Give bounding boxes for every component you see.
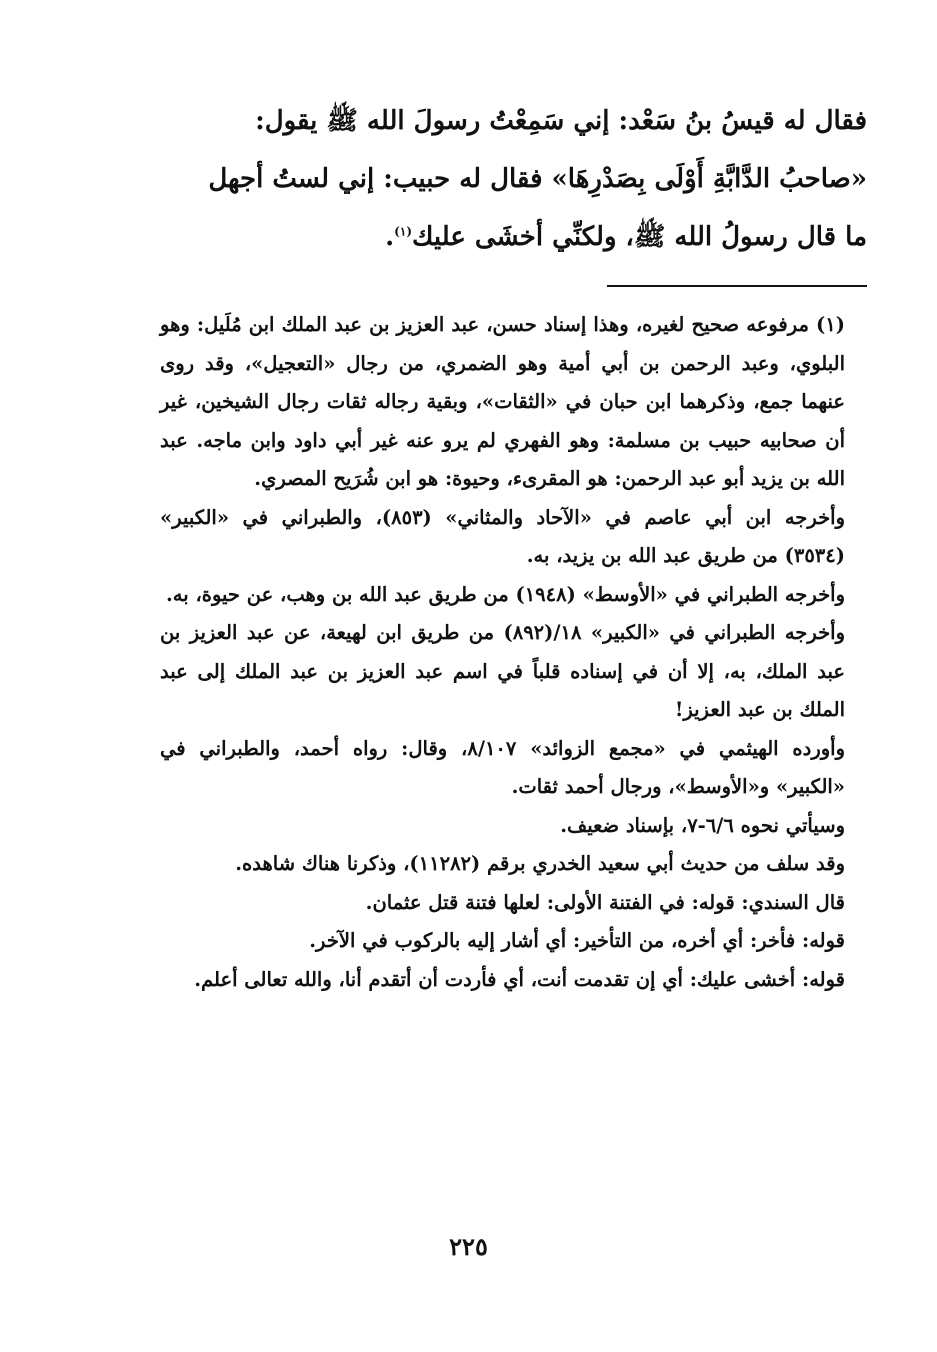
footnote-paragraph: قوله: أخشى عليك: أي إن تقدمت أنت، أي فأردت أن أتقدم أنا، والله تعالى أعلم. (194, 967, 845, 991)
footnote-paragraph: وأورده الهيثمي في «مجمع الزوائد» ٨/١٠٧، وقال: رواه أحمد، والطبراني في «الكبير» و«الأوسط»، ورجال أحمد ثقات. (160, 736, 845, 798)
main-line: «صاحبُ الدَّابَّةِ أَوْلَى بِصَدْرِهَا» فقال له حبيب: إني لستُ أجهل (208, 164, 867, 194)
main-text (160, 92, 867, 266)
footnotes (160, 306, 867, 999)
main-line-text: ما قال رسولُ الله ﷺ، ولكنِّي أخشَى عليك (412, 222, 867, 252)
footnote-separator (607, 285, 867, 287)
footnote-paragraph: وأخرجه الطبراني في «الأوسط» (١٩٤٨) من طريق عبد الله بن وهب، عن حيوة، به. (166, 582, 845, 606)
page-number: ٢٢٥ (449, 1232, 488, 1261)
main-line: فقال له قيسُ بنُ سَعْد: إني سَمِعْتُ رسولَ الله ﷺ يقول: (255, 106, 867, 136)
footnote-paragraph: قال السندي: قوله: في الفتنة الأولى: لعلها فتنة قتل عثمان. (365, 890, 845, 914)
footnote-reference[interactable]: (١) (394, 224, 412, 239)
footnote-paragraph: وقد سلف من حديث أبي سعيد الخدري برقم (١١٢٨٢)، وذكرنا هناك شاهده. (235, 852, 845, 875)
main-line-end: . (385, 222, 395, 252)
footnote-paragraph: وسيأتي نحوه ٦/٦-٧، بإسناد ضعيف. (560, 813, 845, 837)
footnote-paragraph: وأخرجه ابن أبي عاصم في «الآحاد والمثاني» (٨٥٣)، والطبراني في «الكبير» (٣٥٣٤) من طريق عبد الله بن يزيد، به. (160, 505, 845, 567)
main-line-last (160, 208, 867, 266)
footnote-paragraph: وأخرجه الطبراني في «الكبير» ١٨/(٨٩٢) من طريق ابن لهيعة، عن عبد العزيز بن عبد الملك، به، إلا أن في إسناده قلباً في اسم عبد العزيز بن عبد الملك إلى عبد الملك بن عبد العزيز! (160, 621, 846, 721)
footnote-paragraph: قوله: فأخر: أي أخره، من التأخير: أي أشار إليه بالركوب في الآخر. (309, 929, 845, 952)
footnote-paragraph: (١) مرفوعه صحيح لغيره، وهذا إسناد حسن، عبد العزيز بن عبد الملك ابن مُلَيل: وهو البلوي، وعبد الرحمن بن أبي أمية وهو الضمري، من رجال «التعجيل»، وقد روى عنهما جمع، وذكرهما ابن حبان في «الثقات»، وبقية رجاله ثقات رجال الشيخين، غير أن صحابيه حبيب بن مسلمة: وهو الفهري لم يرو عنه غير أبي داود وابن ماجه. عبد الله بن يزيد أبو عبد الرحمن: هو المقرىء، وحيوة: هو ابن شُرَيح المصري. (160, 313, 845, 490)
